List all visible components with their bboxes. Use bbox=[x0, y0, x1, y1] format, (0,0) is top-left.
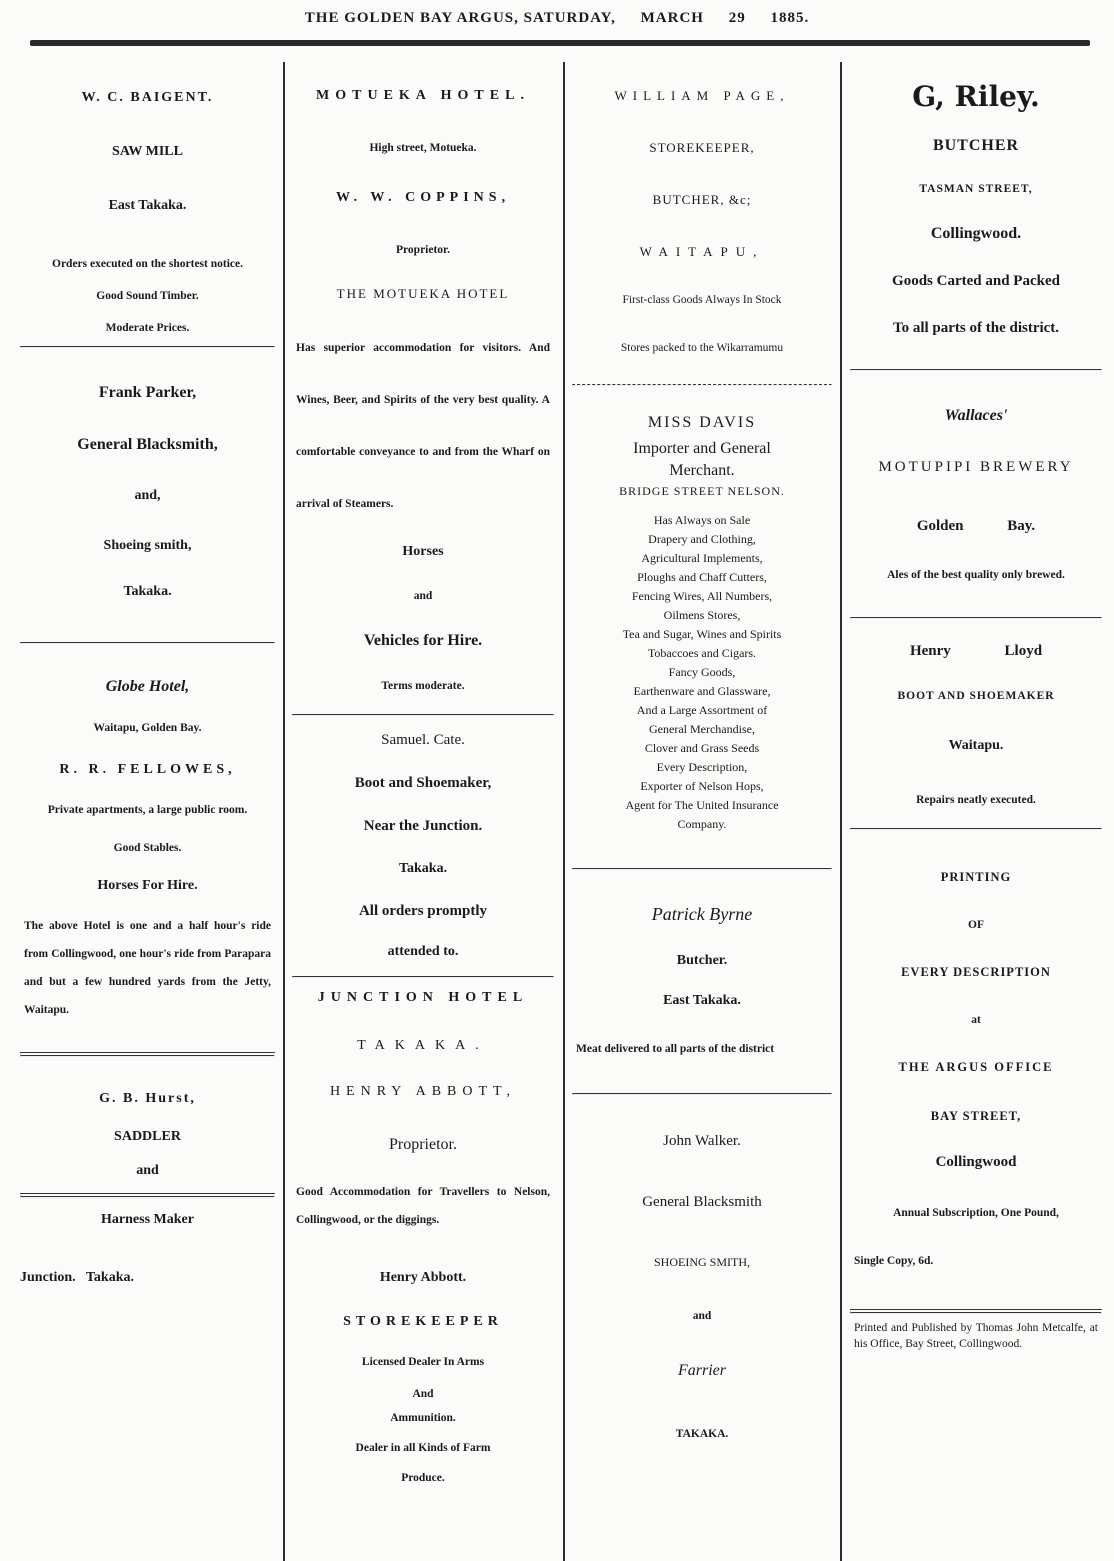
ad-line: attended to. bbox=[387, 944, 459, 959]
issue-year: 1885. bbox=[770, 10, 810, 26]
ad-line: Importer and General bbox=[633, 440, 771, 457]
column-divider bbox=[840, 62, 842, 1561]
davis-item: Exporter of Nelson Hops, bbox=[640, 779, 764, 793]
ad-line: Vehicles for Hire. bbox=[363, 632, 483, 649]
ad-line: STOREKEEPER bbox=[343, 1314, 503, 1329]
ad-body: Has superior accommodation for visitors. And Wines, Beer, and Spirits of the very best quality. A comfortable conveyance to and from the Wharf on arrival of Steamers. bbox=[296, 342, 550, 510]
ad-riley bbox=[850, 80, 1102, 337]
ad-line: at bbox=[971, 1014, 981, 1026]
davis-item: Ploughs and Chaff Cutters, bbox=[637, 570, 767, 584]
ad-name: G, Riley. bbox=[912, 80, 1040, 113]
ad-line: And bbox=[412, 1388, 434, 1400]
ad-line: BOOT AND SHOEMAKER bbox=[897, 690, 1055, 702]
ad-line: Dealer in all Kinds of Farm bbox=[355, 1442, 491, 1454]
ad-name: Samuel. Cate. bbox=[381, 732, 465, 748]
issue-month: MARCH bbox=[640, 10, 704, 26]
davis-item: Clover and Grass Seeds bbox=[644, 741, 760, 755]
ad-divider bbox=[850, 369, 1102, 371]
ad-name: Henry Lloyd bbox=[909, 643, 1043, 659]
ad-line: and bbox=[413, 590, 433, 602]
imprint: Printed and Published by Thomas John Metcalfe, at his Office, Bay Street, Collingwood. bbox=[854, 1322, 1098, 1350]
paper-title: THE GOLDEN BAY ARGUS, SATURDAY, bbox=[304, 10, 616, 26]
ad-line: All orders promptly bbox=[358, 903, 488, 919]
ad-divider bbox=[850, 828, 1102, 830]
davis-item: Agent for The United Insurance bbox=[625, 798, 779, 812]
ad-line: R. R. FELLOWES, bbox=[59, 762, 236, 777]
ad-line: Shoeing smith, bbox=[103, 538, 192, 553]
ad-line: Golden Bay. bbox=[916, 518, 1036, 534]
ad-name: G. B. Hurst, bbox=[99, 1091, 196, 1106]
ad-divider bbox=[850, 1309, 1102, 1314]
ad-divider bbox=[20, 1193, 275, 1198]
ad-body: Good Accommodation for Travellers to Nelson, Collingwood, or the diggings. bbox=[296, 1186, 550, 1226]
ad-line: EVERY DESCRIPTION bbox=[901, 965, 1051, 979]
ad-line: Farrier bbox=[678, 1362, 726, 1379]
ad-line: East Takaka. bbox=[663, 993, 741, 1008]
ad-divider bbox=[292, 976, 554, 978]
ad-line: Repairs neatly executed. bbox=[916, 794, 1036, 806]
davis-item: Agricultural Implements, bbox=[641, 551, 763, 565]
ad-hurst bbox=[20, 1091, 275, 1286]
ad-line: General Blacksmith bbox=[642, 1194, 762, 1210]
davis-item: Fancy Goods, bbox=[668, 665, 736, 679]
ad-line: and, bbox=[134, 488, 161, 503]
davis-item: Tea and Sugar, Wines and Spirits bbox=[622, 627, 782, 641]
ad-divider bbox=[292, 714, 554, 716]
column-2 bbox=[292, 62, 554, 1551]
ad-cate bbox=[292, 732, 554, 960]
davis-item: Oilmens Stores, bbox=[663, 608, 741, 622]
davis-item: Drapery and Clothing, bbox=[648, 532, 756, 546]
ad-name: Globe Hotel, bbox=[105, 678, 190, 695]
ad-line: BUTCHER, &c; bbox=[652, 192, 752, 207]
ad-line: Orders executed on the shortest notice. bbox=[52, 258, 243, 270]
ad-line: Ales of the best quality only brewed. bbox=[887, 569, 1065, 581]
ad-name: MISS DAVIS bbox=[647, 414, 757, 431]
ad-name: Wallaces' bbox=[944, 407, 1008, 424]
ad-line: Horses For Hire. bbox=[97, 878, 198, 893]
column-4 bbox=[850, 62, 1102, 1551]
ad-divider bbox=[850, 617, 1102, 619]
davis-item-list bbox=[572, 511, 832, 834]
ad-line: Good Stables. bbox=[113, 842, 182, 854]
ad-line: STOREKEEPER, bbox=[649, 140, 755, 155]
ad-line: and bbox=[136, 1163, 159, 1178]
ad-line: Takaka. bbox=[398, 861, 448, 876]
ad-line: Merchant. bbox=[669, 462, 735, 479]
davis-item: Earthenware and Glassware, bbox=[633, 684, 771, 698]
ad-divider bbox=[20, 642, 275, 644]
ad-line: and bbox=[692, 1310, 712, 1322]
ad-line: TAKAKA. bbox=[357, 1038, 489, 1053]
ad-line: Henry Abbott. bbox=[379, 1270, 467, 1285]
ad-line: Proprietor. bbox=[396, 244, 450, 256]
ad-line: Near the Junction. bbox=[363, 818, 483, 834]
ad-line: Annual Subscription, One Pound, bbox=[893, 1207, 1059, 1219]
ad-line: Goods Carted and Packed bbox=[892, 273, 1060, 289]
ad-line: Boot and Shoemaker, bbox=[354, 775, 492, 791]
ad-line: Butcher. bbox=[676, 953, 728, 968]
ad-line: Single Copy, 6d. bbox=[854, 1255, 934, 1267]
ad-line: Waitapu. bbox=[948, 738, 1004, 753]
ad-line: Terms moderate. bbox=[381, 680, 465, 692]
ad-line: OF bbox=[968, 919, 984, 931]
ad-printing bbox=[850, 870, 1102, 1267]
davis-item: Every Description, bbox=[656, 760, 748, 774]
ad-divider bbox=[572, 868, 832, 870]
ad-line: SAW MILL bbox=[112, 144, 183, 159]
ad-line: TASMAN STREET, bbox=[919, 183, 1033, 195]
ad-line: Harness Maker bbox=[101, 1212, 194, 1227]
ad-body: Meat delivered to all parts of the district bbox=[576, 1043, 775, 1055]
davis-item: General Merchandise, bbox=[649, 722, 755, 736]
ad-name: W. C. BAIGENT. bbox=[81, 90, 214, 105]
ad-motueka-hotel bbox=[292, 88, 554, 692]
ad-name: John Walker. bbox=[663, 1133, 741, 1149]
ad-byrne bbox=[572, 904, 832, 1059]
masthead bbox=[0, 0, 1114, 40]
ad-line: Collingwood. bbox=[930, 225, 1022, 242]
ad-parker bbox=[20, 384, 275, 600]
ad-page bbox=[572, 88, 832, 354]
ad-line: To all parts of the district. bbox=[892, 320, 1060, 336]
ad-name: Patrick Byrne bbox=[651, 904, 753, 924]
ad-junction-hotel bbox=[292, 990, 554, 1484]
ad-line: MOTUPIPI BREWERY bbox=[878, 459, 1074, 475]
ad-line: THE ARGUS OFFICE bbox=[898, 1060, 1054, 1074]
ad-wallace bbox=[850, 407, 1102, 581]
davis-item: Company. bbox=[677, 817, 727, 831]
davis-item: And a Large Assortment of bbox=[636, 703, 768, 717]
ad-line: Waitapu, Golden Bay. bbox=[93, 722, 202, 734]
issue-day: 29 bbox=[728, 10, 746, 26]
davis-item: Fencing Wires, All Numbers, bbox=[631, 589, 773, 603]
ad-line: Takaka. bbox=[123, 584, 172, 599]
ad-globe-hotel bbox=[20, 678, 275, 1024]
ad-line: Good Sound Timber. bbox=[96, 290, 199, 302]
ad-line: BUTCHER bbox=[932, 137, 1020, 154]
ad-line: East Takaka. bbox=[108, 198, 187, 213]
ad-line: HENRY ABBOTT, bbox=[329, 1084, 517, 1099]
column-divider bbox=[563, 62, 565, 1561]
ad-line: TAKAKA. bbox=[675, 1428, 729, 1440]
ad-line: SADDLER bbox=[114, 1129, 181, 1144]
ad-lloyd bbox=[850, 643, 1102, 806]
ad-line: Stores packed to the Wikarramumu bbox=[620, 342, 784, 354]
davis-item: Tobaccoes and Cigars. bbox=[647, 646, 757, 660]
ad-line: Private apartments, a large public room. bbox=[47, 804, 248, 816]
ad-line: PRINTING bbox=[940, 870, 1012, 884]
ad-name: Frank Parker, bbox=[98, 384, 197, 401]
masthead-rule bbox=[30, 40, 1090, 46]
ad-line: Moderate Prices. bbox=[105, 322, 190, 334]
ad-divider bbox=[572, 1093, 832, 1095]
column-1 bbox=[20, 62, 275, 1551]
ad-line: Produce. bbox=[401, 1472, 445, 1484]
ad-baigent bbox=[20, 90, 275, 334]
ad-line: Ammunition. bbox=[390, 1412, 456, 1424]
ad-name: MOTUEKA HOTEL. bbox=[316, 88, 530, 103]
ad-line: Junction. Takaka. bbox=[20, 1270, 134, 1285]
ad-line: Collingwood bbox=[935, 1154, 1017, 1170]
ad-line: BAY STREET, bbox=[930, 1109, 1022, 1123]
ad-line: Proprietor. bbox=[389, 1136, 457, 1153]
ad-line: Horses bbox=[402, 544, 444, 559]
ad-line: W. W. COPPINS, bbox=[335, 190, 511, 205]
ad-line: WAITAPU, bbox=[639, 244, 765, 259]
ad-line: High street, Motueka. bbox=[369, 142, 477, 154]
ad-walker bbox=[572, 1133, 832, 1440]
ad-line: Licensed Dealer In Arms bbox=[361, 1356, 485, 1368]
ad-name: JUNCTION HOTEL bbox=[317, 990, 529, 1005]
ad-line: THE MOTUEKA HOTEL bbox=[336, 286, 510, 301]
ad-line: BRIDGE STREET NELSON. bbox=[619, 484, 785, 498]
ad-divider bbox=[20, 346, 275, 348]
davis-item: Has Always on Sale bbox=[653, 513, 751, 527]
ad-body: The above Hotel is one and a half hour's ride from Collingwood, one hour's ride from Parapara and but a few hundred yards from the Jetty, Waitapu. bbox=[24, 920, 271, 1016]
ad-davis bbox=[572, 414, 832, 834]
ad-name: WILLIAM PAGE, bbox=[614, 88, 790, 103]
ad-line: First-class Goods Always In Stock bbox=[622, 294, 782, 306]
ad-divider bbox=[572, 384, 832, 386]
column-3 bbox=[572, 62, 832, 1551]
ad-line: General Blacksmith, bbox=[77, 436, 218, 453]
ad-line: SHOEING SMITH, bbox=[654, 1255, 750, 1269]
column-divider bbox=[283, 62, 285, 1561]
ad-divider bbox=[20, 1052, 275, 1057]
